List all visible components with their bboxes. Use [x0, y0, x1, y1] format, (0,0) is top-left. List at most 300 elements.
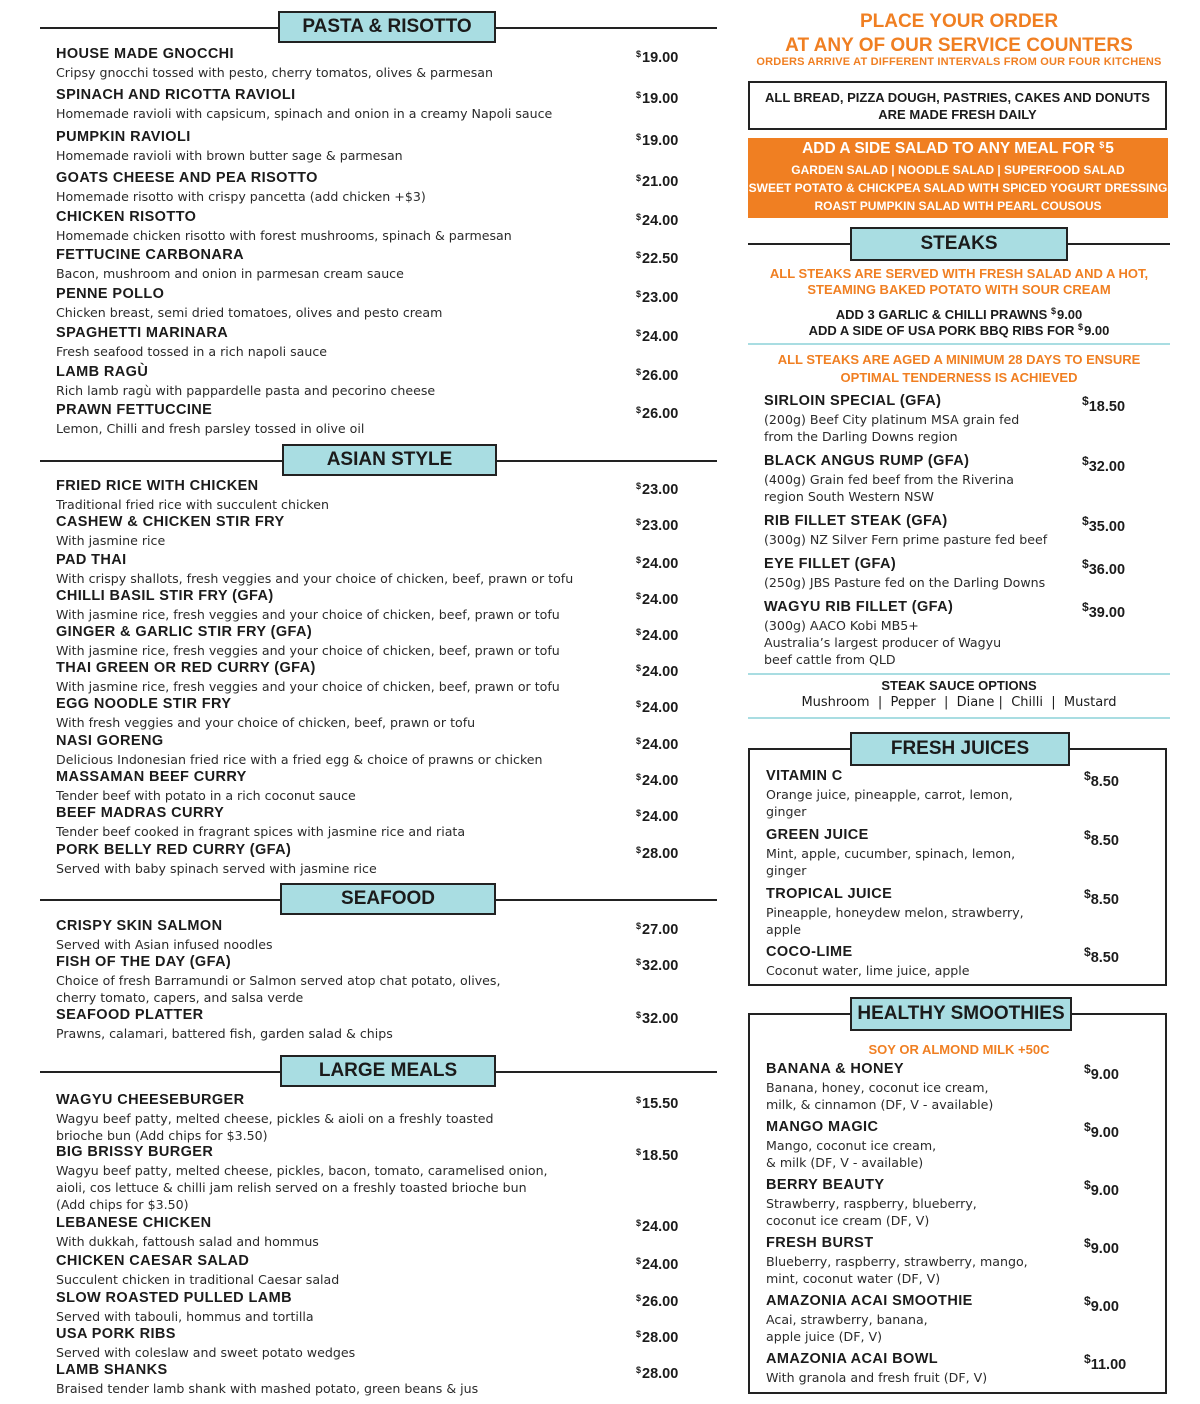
item-name: PENNE POLLO [56, 286, 165, 302]
steaks-header: STEAKS [850, 227, 1068, 261]
price-value: 19.00 [642, 50, 679, 66]
large-meals-header [40, 1055, 717, 1085]
item-description: Traditional fried rice with succulent chicken [56, 497, 329, 512]
currency-symbol: $ [636, 921, 642, 931]
item-name: SLOW ROASTED PULLED LAMB [56, 1290, 292, 1306]
currency-symbol: $ [1084, 1062, 1091, 1076]
item-name: AMAZONIA ACAI SMOOTHIE [766, 1293, 973, 1309]
item-price [1084, 1234, 1119, 1259]
item-description: With jasmine rice, fresh veggies and your choice of chicken, beef, prawn or tofu [56, 643, 560, 658]
juice-item [766, 943, 1156, 979]
item-name: BLACK ANGUS RUMP (GFA) [764, 453, 970, 469]
price-value: 26.00 [642, 406, 679, 422]
price-value: 24.00 [642, 809, 679, 825]
item-name: HOUSE MADE GNOCCHI [56, 46, 234, 62]
currency-symbol: $ [636, 591, 642, 601]
item-price [636, 551, 678, 574]
currency-symbol: $ [636, 772, 642, 782]
menu-item [56, 623, 716, 659]
item-name: GREEN JUICE [766, 827, 869, 843]
smoothie-item [766, 1292, 1156, 1345]
item-name: PUMPKIN RAVIOLI [56, 129, 191, 145]
item-description: Served with baby spinach served with jasmine rice [56, 861, 377, 876]
menu-item [56, 917, 716, 953]
menu-item [56, 1325, 716, 1361]
item-description: Homemade risotto with crispy pancetta (add chicken +$3) [56, 189, 426, 204]
order-line-2: AT ANY OF OUR SERVICE COUNTERS [785, 35, 1133, 56]
price-value: 18.50 [642, 1148, 679, 1164]
item-price [636, 86, 678, 109]
item-price [1082, 555, 1125, 580]
item-price [636, 587, 678, 610]
item-description: milk, & cinnamon (DF, V - available) [766, 1097, 994, 1112]
item-price [636, 1143, 678, 1166]
item-description: Served with Asian infused noodles [56, 937, 273, 952]
currency-symbol: $ [1084, 1178, 1091, 1192]
price-value: 24.00 [642, 592, 679, 608]
item-description: Homemade ravioli with capsicum, spinach and onion in a creamy Napoli sauce [56, 106, 553, 121]
smoothie-item [766, 1234, 1156, 1287]
item-description: (300g) NZ Silver Fern prime pasture fed beef [764, 532, 1048, 547]
side-salad-line-2: SWEET POTATO & CHICKPEA SALAD WITH SPICED YOGURT DRESSING [748, 181, 1168, 195]
currency-symbol: $ [1084, 887, 1091, 901]
price-value: 39.00 [1088, 604, 1126, 621]
steaks-addon-2: ADD A SIDE OF USA PORK BBQ RIBS FOR $9.00 [808, 322, 1110, 338]
item-name: CHICKEN RISOTTO [56, 209, 197, 225]
menu-item [56, 128, 716, 164]
price-value: 8.50 [1090, 949, 1119, 966]
steak-item [764, 392, 1154, 445]
item-description: & milk (DF, V - available) [766, 1155, 924, 1170]
currency-symbol: $ [636, 1095, 642, 1105]
menu-item [56, 208, 716, 244]
currency-symbol: $ [1084, 1236, 1091, 1250]
item-price [636, 45, 678, 68]
steak-item [764, 598, 1154, 668]
item-description: Served with coleslaw and sweet potato wedges [56, 1345, 356, 1360]
currency-symbol: $ [636, 212, 642, 222]
price-value: 18.50 [1088, 398, 1126, 415]
item-description: (300g) AACO Kobi MB5+ [764, 618, 919, 633]
item-name: SPINACH AND RICOTTA RAVIOLI [56, 87, 296, 103]
item-price [636, 623, 678, 646]
item-name: MASSAMAN BEEF CURRY [56, 769, 247, 785]
item-name: PAD THAI [56, 552, 127, 568]
item-name: COCO-LIME [766, 944, 853, 960]
item-price [636, 1289, 678, 1312]
menu-item [56, 1361, 716, 1397]
item-description: Australia’s largest producer of Wagyu [764, 635, 1002, 650]
item-description: Wagyu beef patty, melted cheese, pickles, bacon, tomato, caramelised onion, [56, 1163, 548, 1178]
price-value: 9.00 [1090, 1124, 1119, 1141]
price-value: 27.00 [642, 922, 679, 938]
item-name: PRAWN FETTUCCINE [56, 402, 213, 418]
item-name: SPAGHETTI MARINARA [56, 325, 229, 341]
currency-symbol: $ [636, 1256, 642, 1266]
steaks-divider-1 [748, 343, 1170, 345]
item-name: CRISPY SKIN SALMON [56, 918, 223, 934]
item-price [1082, 452, 1125, 477]
item-price [1084, 826, 1119, 851]
pasta-risotto-header-title: PASTA & RISOTTO [278, 11, 496, 43]
currency-symbol: $ [1082, 600, 1089, 614]
item-price [1084, 885, 1119, 910]
side-salad-line-3: ROAST PUMPKIN SALAD WITH PEARL COUSOUS [814, 199, 1102, 213]
currency-symbol: $ [636, 1293, 642, 1303]
item-price [636, 1091, 678, 1114]
currency-symbol: $ [636, 957, 642, 967]
menu-item [56, 1289, 716, 1325]
price-value: 26.00 [642, 1294, 679, 1310]
item-description: Coconut water, lime juice, apple [766, 963, 970, 978]
item-price [1084, 1118, 1119, 1143]
price-value: 22.50 [642, 251, 679, 267]
currency-symbol: $ [636, 132, 642, 142]
item-description: Acai, strawberry, banana, [766, 1312, 928, 1327]
item-description: Lemon, Chilli and fresh parsley tossed in olive oil [56, 421, 365, 436]
currency-symbol: $ [1082, 514, 1089, 528]
item-name: FISH OF THE DAY (GFA) [56, 954, 232, 970]
price-value: 23.00 [642, 518, 679, 534]
currency-symbol: $ [636, 627, 642, 637]
item-name: BERRY BEAUTY [766, 1177, 885, 1193]
item-description: Bacon, mushroom and onion in parmesan cream sauce [56, 266, 404, 281]
item-description: (Add chips for $3.50) [56, 1197, 189, 1212]
price-value: 19.00 [642, 91, 679, 107]
item-name: BANANA & HONEY [766, 1061, 904, 1077]
menu-item [56, 732, 716, 768]
currency-symbol: $ [1084, 769, 1091, 783]
item-price [1084, 767, 1119, 792]
item-name: AMAZONIA ACAI BOWL [766, 1351, 939, 1367]
item-price [636, 804, 678, 827]
menu-item [56, 401, 716, 437]
menu-item [56, 1006, 716, 1042]
menu-item [56, 768, 716, 804]
juice-item [766, 826, 1156, 879]
currency-symbol: $ [636, 808, 642, 818]
price-value: 9.00 [1090, 1298, 1119, 1315]
menu-item [56, 363, 716, 399]
pasta-risotto-header [40, 11, 717, 41]
item-price [636, 1214, 678, 1237]
item-description: Strawberry, raspberry, blueberry, [766, 1196, 977, 1211]
item-price [1084, 1292, 1119, 1317]
currency-symbol: $ [636, 250, 642, 260]
item-price [636, 513, 678, 536]
item-price [636, 401, 678, 424]
item-name: PORK BELLY RED CURRY (GFA) [56, 842, 292, 858]
order-line-3: ORDERS ARRIVE AT DIFFERENT INTERVALS FROM OUR FOUR KITCHENS [756, 56, 1162, 68]
price-value: 24.00 [642, 737, 679, 753]
menu-item [56, 1091, 716, 1144]
item-description: With fresh veggies and your choice of chicken, beef, prawn or tofu [56, 715, 476, 730]
price-value: 32.00 [642, 1011, 679, 1027]
item-name: USA PORK RIBS [56, 1326, 176, 1342]
item-description: With dukkah, fattoush salad and hommus [56, 1234, 319, 1249]
item-price [636, 363, 678, 386]
currency-symbol: $ [636, 555, 642, 565]
price-value: 8.50 [1090, 891, 1119, 908]
item-name: VITAMIN C [766, 768, 843, 784]
price-value: 8.50 [1090, 832, 1119, 849]
item-description: from the Darling Downs region [764, 429, 958, 444]
price-value: 23.00 [642, 290, 679, 306]
price-value: 9.00 [1090, 1066, 1119, 1083]
steaks-aged-1: ALL STEAKS ARE AGED A MINIMUM 28 DAYS TO ENSURE [777, 352, 1141, 367]
currency-symbol: $ [636, 289, 642, 299]
currency-symbol: $ [1084, 1352, 1091, 1366]
item-description: (400g) Grain fed beef from the Riverina [764, 472, 1014, 487]
price-value: 28.00 [642, 1330, 679, 1346]
item-price [1082, 598, 1125, 623]
fresh-daily-line-2: ARE MADE FRESH DAILY [878, 107, 1037, 122]
seafood-header [40, 883, 717, 913]
currency-symbol: $ [1082, 394, 1089, 408]
juice-item [766, 767, 1156, 820]
smoothies-note: SOY OR ALMOND MILK +50C [868, 1042, 1050, 1057]
currency-symbol: $ [1082, 454, 1089, 468]
menu-item [56, 1214, 716, 1250]
item-price [636, 1361, 678, 1384]
price-value: 21.00 [642, 174, 679, 190]
side-salad-title: ADD A SIDE SALAD TO ANY MEAL FOR $5 [802, 140, 1114, 157]
currency-symbol: $ [636, 517, 642, 527]
price-value: 24.00 [642, 700, 679, 716]
price-value: 24.00 [642, 329, 679, 345]
currency-symbol: $ [636, 328, 642, 338]
currency-symbol: $ [1084, 1294, 1091, 1308]
asian-style-header [40, 444, 717, 474]
item-price [636, 246, 678, 269]
price-value: 19.00 [642, 133, 679, 149]
item-price [636, 128, 678, 151]
item-description: Banana, honey, coconut ice cream, [766, 1080, 989, 1095]
item-description: Blueberry, raspberry, strawberry, mango, [766, 1254, 1028, 1269]
item-name: BIG BRISSY BURGER [56, 1144, 214, 1160]
menu-item [56, 695, 716, 731]
item-name: WAGYU CHEESEBURGER [56, 1092, 245, 1108]
smoothie-item [766, 1350, 1156, 1386]
steak-sauce-title: STEAK SAUCE OPTIONS [881, 678, 1037, 693]
item-name: FRESH BURST [766, 1235, 874, 1251]
price-value: 24.00 [642, 628, 679, 644]
item-name: THAI GREEN OR RED CURRY (GFA) [56, 660, 316, 676]
item-price [636, 917, 678, 940]
price-value: 24.00 [642, 556, 679, 572]
menu-item [56, 246, 716, 282]
price-value: 32.00 [642, 958, 679, 974]
item-description: Succulent chicken in traditional Caesar salad [56, 1272, 340, 1287]
currency-symbol: $ [636, 1329, 642, 1339]
item-description: Served with tabouli, hommus and tortilla [56, 1309, 314, 1324]
item-description: With jasmine rice [56, 533, 166, 548]
item-price [1082, 512, 1125, 537]
steaks-note-1: ALL STEAKS ARE SERVED WITH FRESH SALAD AND A HOT, [769, 266, 1149, 281]
item-description: Wagyu beef patty, melted cheese, pickles & aioli on a freshly toasted [56, 1111, 494, 1126]
item-name: RIB FILLET STEAK (GFA) [764, 513, 948, 529]
asian-style-header-title: ASIAN STYLE [282, 444, 497, 476]
menu-item [56, 513, 716, 549]
price-value: 24.00 [642, 664, 679, 680]
seafood-header-title: SEAFOOD [280, 883, 496, 915]
item-description: With jasmine rice, fresh veggies and your choice of chicken, beef, prawn or tofu [56, 607, 560, 622]
item-name: TROPICAL JUICE [766, 886, 893, 902]
item-description: Rich lamb ragù with pappardelle pasta and pecorino cheese [56, 383, 436, 398]
item-price [636, 324, 678, 347]
item-name: GINGER & GARLIC STIR FRY (GFA) [56, 624, 313, 640]
price-value: 36.00 [1088, 561, 1126, 578]
item-name: EGG NOODLE STIR FRY [56, 696, 232, 712]
currency-symbol: $ [636, 1147, 642, 1157]
item-price [636, 169, 678, 192]
item-price [636, 208, 678, 231]
item-description: Prawns, calamari, battered fish, garden salad & chips [56, 1026, 393, 1041]
menu-item [56, 587, 716, 623]
fresh-daily-line-1: ALL BREAD, PIZZA DOUGH, PASTRIES, CAKES AND DONUTS [765, 90, 1150, 105]
item-description: beef cattle from QLD [764, 652, 896, 667]
menu-item [56, 1252, 716, 1288]
item-description: cherry tomato, capers, and salsa verde [56, 990, 304, 1005]
item-price [636, 1325, 678, 1348]
item-name: LAMB RAGÙ [56, 364, 149, 380]
item-name: EYE FILLET (GFA) [764, 556, 897, 572]
price-value: 35.00 [1088, 518, 1126, 535]
fresh-daily-box [748, 81, 1167, 130]
item-description: Homemade ravioli with brown butter sage & parmesan [56, 148, 403, 163]
item-description: With jasmine rice, fresh veggies and your choice of chicken, beef, prawn or tofu [56, 679, 560, 694]
price-value: 24.00 [642, 1219, 679, 1235]
item-description: Delicious Indonesian fried rice with a fried egg & choice of prawns or chicken [56, 752, 543, 767]
item-description: Chicken breast, semi dried tomatoes, olives and pesto cream [56, 305, 443, 320]
item-description: With crispy shallots, fresh veggies and your choice of chicken, beef, prawn or tofu [56, 571, 574, 586]
item-description: aioli, cos lettuce & chilli jam relish served on a freshly toasted brioche bun [56, 1180, 527, 1195]
price-value: 32.00 [1088, 458, 1126, 475]
price-value: 23.00 [642, 482, 679, 498]
large-meals-header-title: LARGE MEALS [280, 1055, 496, 1087]
steaks-divider-2 [748, 673, 1170, 675]
item-description: Orange juice, pineapple, carrot, lemon, [766, 787, 1013, 802]
currency-symbol: $ [1084, 945, 1091, 959]
juices-header: FRESH JUICES [850, 732, 1070, 766]
item-price [636, 732, 678, 755]
menu-item [56, 169, 716, 205]
item-description: Tender beef with potato in a rich coconut sauce [56, 788, 356, 803]
steaks-aged-2: OPTIMAL TENDERNESS IS ACHIEVED [840, 370, 1078, 385]
item-description: ginger [766, 804, 807, 819]
item-description: apple juice (DF, V) [766, 1329, 883, 1344]
menu-item [56, 285, 716, 321]
price-value: 28.00 [642, 1366, 679, 1382]
item-name: FRIED RICE WITH CHICKEN [56, 478, 259, 494]
item-description: (250g) JBS Pasture fed on the Darling Downs [764, 575, 1046, 590]
item-name: CASHEW & CHICKEN STIR FRY [56, 514, 285, 530]
currency-symbol: $ [1082, 557, 1089, 571]
currency-symbol: $ [1084, 828, 1091, 842]
smoothie-item [766, 1060, 1156, 1113]
item-name: WAGYU RIB FILLET (GFA) [764, 599, 954, 615]
item-description: With granola and fresh fruit (DF, V) [766, 1370, 988, 1385]
item-price [1084, 943, 1119, 968]
currency-symbol: $ [636, 90, 642, 100]
currency-symbol: $ [636, 1010, 642, 1020]
smoothie-item [766, 1176, 1156, 1229]
menu-item [56, 477, 716, 513]
item-name: SEAFOOD PLATTER [56, 1007, 204, 1023]
item-price [636, 477, 678, 500]
menu-item [56, 804, 716, 840]
currency-symbol: $ [1084, 1120, 1091, 1134]
item-name: NASI GORENG [56, 733, 164, 749]
item-description: mint, coconut water (DF, V) [766, 1271, 941, 1286]
currency-symbol: $ [636, 49, 642, 59]
currency-symbol: $ [636, 699, 642, 709]
item-price [636, 1252, 678, 1275]
price-value: 15.50 [642, 1096, 679, 1112]
item-price [636, 1006, 678, 1029]
steaks-divider-3 [748, 717, 1170, 719]
menu-item [56, 551, 716, 587]
item-description: Choice of fresh Barramundi or Salmon served atop chat potato, olives, [56, 973, 501, 988]
smoothies-header: HEALTHY SMOOTHIES [850, 997, 1072, 1031]
item-name: BEEF MADRAS CURRY [56, 805, 225, 821]
item-description: brioche bun (Add chips for $3.50) [56, 1128, 268, 1143]
currency-symbol: $ [636, 367, 642, 377]
steaks-note-2: STEAMING BAKED POTATO WITH SOUR CREAM [807, 282, 1111, 297]
menu-item [56, 45, 716, 81]
currency-symbol: $ [636, 481, 642, 491]
currency-symbol: $ [636, 845, 642, 855]
currency-symbol: $ [636, 1218, 642, 1228]
item-description: (200g) Beef City platinum MSA grain fed [764, 412, 1020, 427]
item-description: Fresh seafood tossed in a rich napoli sauce [56, 344, 328, 359]
item-description: ginger [766, 863, 807, 878]
item-price [636, 695, 678, 718]
item-name: LEBANESE CHICKEN [56, 1215, 212, 1231]
item-price [1084, 1350, 1126, 1375]
currency-symbol: $ [636, 1365, 642, 1375]
item-price [1084, 1176, 1119, 1201]
steak-item [764, 512, 1154, 548]
price-value: 11.00 [1090, 1356, 1127, 1373]
item-name: LAMB SHANKS [56, 1362, 168, 1378]
currency-symbol: $ [636, 173, 642, 183]
item-description: Cripsy gnocchi tossed with pesto, cherry tomatos, olives & parmesan [56, 65, 493, 80]
side-salad-banner [748, 138, 1168, 218]
menu-item [56, 659, 716, 695]
item-price [636, 659, 678, 682]
item-description: Braised tender lamb shank with mashed potato, green beans & jus [56, 1381, 479, 1396]
item-name: CHILLI BASIL STIR FRY (GFA) [56, 588, 274, 604]
currency-symbol: $ [636, 663, 642, 673]
item-name: GOATS CHEESE AND PEA RISOTTO [56, 170, 318, 186]
item-description: region South Western NSW [764, 489, 934, 504]
smoothie-item [766, 1118, 1156, 1171]
menu-item [56, 86, 716, 122]
menu-item [56, 324, 716, 360]
steak-sauce-options: Mushroom | Pepper | Diane | Chilli | Mustard [801, 695, 1117, 710]
price-value: 28.00 [642, 846, 679, 862]
item-description: Mango, coconut ice cream, [766, 1138, 937, 1153]
item-name: SIRLOIN SPECIAL (GFA) [764, 393, 942, 409]
item-name: FETTUCINE CARBONARA [56, 247, 245, 263]
item-description: apple [766, 922, 801, 937]
order-line-1: PLACE YOUR ORDER [859, 11, 1059, 32]
price-value: 24.00 [642, 773, 679, 789]
item-price [636, 285, 678, 308]
item-name: MANGO MAGIC [766, 1119, 879, 1135]
item-description: Tender beef cooked in fragrant spices with jasmine rice and riata [56, 824, 466, 839]
